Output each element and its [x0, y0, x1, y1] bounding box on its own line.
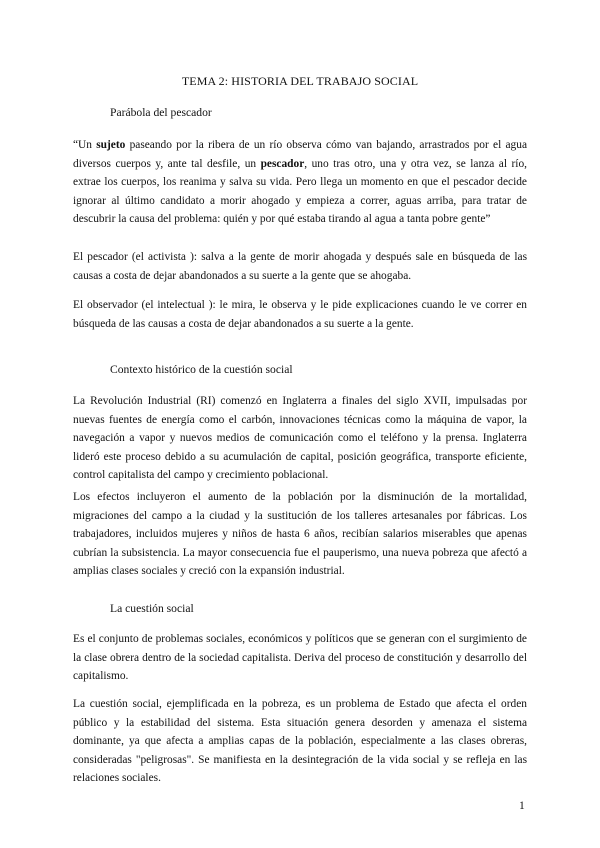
- document-title: TEMA 2: HISTORIA DEL TRABAJO SOCIAL: [181, 74, 419, 88]
- quote-text-3: , uno tras otro, una y otra vez, se lanza al río, extrae los cuerpos, los reanima y salva su vida. Pero llega un momento en que el pescador decide ignorar al último candidato a morir ahogado y empieza a correr, aguas arriba, para tratar de descubrir la causa del problema: quién y por qué estaba tirando al agua a tanta pobre gente”: [73, 157, 527, 226]
- page-number: 1: [519, 799, 525, 812]
- heading-parabola: Parábola del pescador: [110, 106, 212, 119]
- quote-bold-sujeto: sujeto: [96, 139, 126, 151]
- paragraph-observador: El observador (el intelectual ): le mira, le observa y le pide explicaciones cuando le ve correr en búsqueda de las causas a costa de dejar abandonados a su suerte a la gente.: [73, 299, 527, 330]
- heading-contexto: Contexto histórico de la cuestión social: [110, 363, 293, 376]
- heading-cuestion-social: La cuestión social: [110, 602, 194, 615]
- paragraph-definicion: Es el conjunto de problemas sociales, económicos y políticos que se generan con el surgimiento de la clase obrera dentro de la sociedad capitalista. Deriva del proceso de constitución y desarrollo del capitalismo.: [73, 633, 527, 683]
- paragraph-revolucion-industrial: La Revolución Industrial (RI) comenzó en Inglaterra a finales del siglo XVII, impulsadas por nuevas fuentes de energía como el carbón, innovaciones técnicas como la máquina de vapor, la navegación a vapor y nuevos medios de comunicación como el teléfono y la prensa. Inglaterra lideró este proceso debido a su acumulación de capital, posición geográfica, transporte eficiente, control capitalista del campo y crecimiento poblacional.: [73, 395, 527, 482]
- paragraph-efectos: Los efectos incluyeron el aumento de la población por la disminución de la mortalidad, migraciones del campo a la ciudad y la sustitución de los talleres artesanales por fábricas. Los trabajadores, incluidos mujeres y niños de hasta 6 años, recibían salarios miserables que apenas cubrían la subsistencia. La mayor consecuencia fue el pauperismo, una nueva pobreza que afectó a amplias clases sociales y creció con la expansión industrial.: [73, 491, 527, 578]
- paragraph-cuestion-estado: La cuestión social, ejemplificada en la pobreza, es un problema de Estado que afecta el orden público y la estabilidad del sistema. Esta situación genera desorden y amenaza el sistema dominante, ya que afecta a amplias capas de la población, especialmente a las clases obreras, consideradas "peligrosas". Se manifiesta en la desintegración de la vida social y se refleja en las relaciones sociales.: [73, 698, 527, 785]
- quote-text-2: paseando por la ribera de un río observa cómo van bajando, arrastrados por el agua diversos cuerpos y, ante tal desfile, un: [73, 139, 527, 170]
- quote-bold-pescador: pescador: [260, 157, 305, 170]
- quote-text-1: “Un: [73, 139, 97, 151]
- paragraph-parabola-quote: [73, 136, 527, 229]
- paragraph-pescador: El pescador (el activista ): salva a la gente de morir ahogada y después sale en búsqueda de las causas a costa de dejar abandonados a su suerte a la gente que se ahogaba.: [73, 251, 527, 282]
